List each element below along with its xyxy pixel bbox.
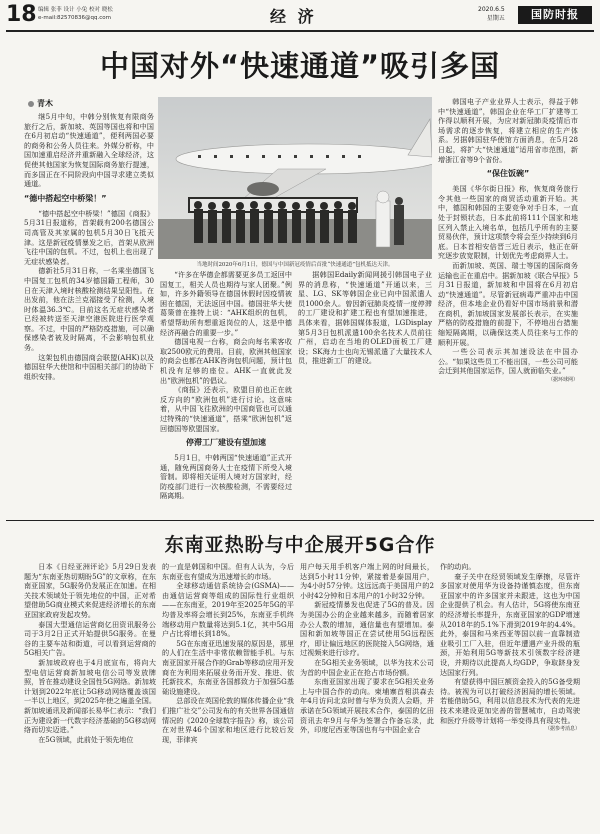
paragraph: 的一直是韩国和中国。但有人认为，今后东南亚也有望成为迅速增长的市场。	[162, 562, 294, 581]
page-number: 18	[6, 2, 37, 27]
paragraph: 据韩国Edaily新闻网援引韩国电子业界的消息称，“快速通道”开通以来，三星、LG、SK等韩国企业已向中国派遣人员1000余人。曾因新冠肺炎疫情一度停滞的工厂建设和扩建工程也有望加速推进，具体来看，据韩国媒体报道，LGDisplay第5月3日包机派遣100余名技术人员前往广州，启动在当地的OLED面板工厂建设；SK海力士也向无锡派遣了大量技术人员，推进新工厂的建设。	[298, 270, 432, 366]
paragraph: 在5G领域，此前处于领先地位	[38, 734, 134, 744]
article-source: （据参考消息）	[544, 726, 580, 733]
weekday-text: 星期五	[486, 15, 505, 22]
paragraph: 有望获得中国巨额资金投入的5G备受期待。被视为可以打破经济困局的增长领域。若能借助5G，利用以信息技术为代表的先进技术来建设更加完善的智慧城市，自动驾驶和医疗升级等计划将一举变得具有现实性。	[440, 677, 580, 725]
paragraph: 新冠疫情暴发也促进了5G的普及。因为美国办公的企业越来越多，而随着居家办公人数的增加，通信量也有望增加。泰国和新加坡等国正在尝试使用5G远程医疗，即让偏远地区的医院接入5G网络，通过视频来进行诊疗。	[300, 600, 434, 658]
article2-title: 东南亚热盼与中企展开5G合作	[164, 534, 436, 556]
paragraph: 5月1日，中韩两国“快速通道”正式开通，随免两国商务人士在疫情下所受入境管制。即将相关证明人境对方国家时，经防疫部门进行一次核酸检测，不需要经过隔离期。	[160, 453, 292, 501]
article1-column-1	[24, 112, 154, 512]
paragraph: 日本《日经亚洲评论》5月29日发表题为“东南亚热切期盼5G”的文章称，在东南亚国家，5G服务仍发展正在加速。在相关技术领域处于领先地位的中国，正对希望借助5G商业模式来促进经济增长的东南亚国家政府发起攻势。	[24, 562, 156, 619]
editors-line: 编辑 张菲 设计 小兔 校对 晓松	[38, 7, 113, 13]
paragraph: 新加坡政府也于4月底宣布，将向大型电信运营商新加坡电信公司等发放牌照，旨在推动建设全国性5G网络。新加坡计划到2022年底让5G移动网络覆盖该国一半以上地区，到2025年使之遍盖全国。新加坡通讯及新闻部长易华仁表示：“我们正为建设新一代数字经济基础的5G移动网络而切实迈进。”	[24, 657, 156, 735]
paragraph: 德国电视一台称，商会向每名乘客收取2500欧元的费用。目前，欧洲其他国家的商会也都在AHK咨询包机问题，预计包机没有足够的座位。AHK一直就此发出“欧洲包机”的倡议。	[160, 337, 292, 385]
airplane-crowd-photo	[158, 97, 432, 259]
paragraph: 《商报》还表示，欧盟目前也正在就反方向的“欧洲包机”进行讨论。这意味着，从中国飞往欧洲的中国商管也可以通过特殊的“快速通道”，搭乘“欧洲包机”返回德国等欧盟国家。	[160, 385, 292, 433]
paragraph: 美国《华尔街日报》称，恢复商务旅行令其他一些国家的商贸活动重新开始。其中，德国和韩国的主要竞争对手日本，一直处于封锁状态，日本此前将111个国家和地区列入禁止入境名单，包括几乎所有的主要贸易伙伴，预计这项禁令将会至少持续到6月底。日本首相安倍晋三近日表示，他正在研究逐步放宽限制，计划优先考虑商界人士。	[438, 184, 578, 261]
paragraph: 韩国电子产业业界人士表示，得益于韩中“快速通道”，韩国企业在华工厂扩建等工作得以顺利开展，为应对新冠肺炎疫情后市场需求的逐步恢复，将建立相应的生产体系。另据韩国驻华使馆方面消息，在5月28日起，将扩大“快速通道”适用省市范围，新增浙江省等9个省份。	[438, 97, 578, 164]
article1-author	[28, 98, 53, 109]
subheading: 停滞工厂建设有望加速	[186, 438, 266, 448]
paragraph: 在5G相关业务领域，以华为技术公司为首的中国企业正在抢占市场份额。	[300, 657, 434, 677]
header-divider	[6, 30, 594, 32]
news-photo	[158, 97, 432, 259]
article1-title: 中国对外“快速通道”吸引多国	[99, 49, 501, 83]
paragraph: 一些公司表示其加速设法在中国办公。“如果这些员工不能出国，一些公司可能会迁到其他国家运作，国人就面临失业。”	[438, 347, 578, 376]
paragraph: 用户每天用手机客户端上网的时间最长，达到5小时11分钟，紧接着是泰国用户，为4小时57分钟。这远远高于美国用户的2小时42分钟和日本用户的1小时32分钟。	[300, 562, 434, 600]
subheading: “德中搭起空中桥梁！”	[24, 193, 107, 203]
section-title: 经 济	[270, 7, 317, 26]
editors-info	[38, 6, 113, 22]
paragraph: 继5月中旬，中韩分别恢复有限商务旅行之后，新加坡、英国等国也将和中国在6月初启动“快速通道”，便利两国必要的商务和公务人员往来。外媒分析称，中国加速重启经济并重新融入全球经济，这促使其他国家为恢复国际商务旅行提速，而多国正在不同阶段向中国寻求建立类似通道。	[24, 112, 154, 189]
paragraph: 全球移动通信系统协会(GSMA)——由通信运营商等组成的国际性行业组织——在东南亚，2019年至2025年5G的平均普及率将会增长到25%，东南亚手机终端移动用户数量将达到5.1亿，其中5G用户占比将增长到18%。	[162, 581, 294, 639]
paragraph: 总部设在英国伦敦的媒体传播企业“我们推广社交”公司发布的有关世界各国通信情况的《2020全球数字报告》称，该公司在对世界46个国家和地区进行比较后发现，菲律宾	[162, 696, 294, 744]
newspaper-logo: 国防时报	[518, 6, 592, 24]
article1-column-2	[160, 270, 292, 515]
article-source: （据环球网）	[547, 377, 578, 384]
article2-column-1	[24, 562, 156, 830]
paragraph: 豪子关中在经贸领域发生摩擦，尽管许多国家对使用华为设备持谨慎态度，但东南亚国家中的许多国家并未跟进，这也为中国企业提供了机会。有人估计，5G将使东南亚的经济增长率提升，东南亚国家的GDP增速从2018年的5.1%下滑到2019年的4.4%。此外，泰国和马来西亚等国以前一直靠制造业吸引工厂入驻，但近年遭遇产业升级的瓶颈，开始利用5G等新技术引领数字经济建设，并期待以此提高人均GDP，争取跻身发达国家行列。	[440, 571, 580, 677]
paragraph: 德新社5月31日称，一名乘坐德国飞中国复工包机的34岁德国籍工程师，30日在天津入境时核酸检测结果呈阳性。在出发前，他在法兰克福接受了检测，入境时体温36.3℃。目前这名无症状感染者已经被转送至天津空港医院进行医学观察。不过，中国的严格防疫措施，可以确保感染者被及时隔离，不会影响包机业务。	[24, 266, 154, 353]
article2-column-2	[162, 562, 294, 830]
subheading: “保住饭碗”	[486, 169, 530, 179]
paragraph: 这架包机由德国商会联盟(AHK)以及德国驻华大使馆和中国相关部门的协助下组织安排。	[24, 352, 154, 381]
paragraph: 泰国大型通信运营商亿田资讯服务公司于3月2日正式开始提供5G服务。在曼谷的主要车站和街道，可以看到运营商的5G相关广告。	[24, 619, 156, 658]
author-name: 青木	[37, 99, 53, 108]
paragraph: “德中搭起空中桥梁！”德国《商报》5月31日报道称，首架载有200名德国公司高管及其家属的包机5月30日飞抵天津。这是新冠疫情暴发之后，首架从欧洲飞往中国的包机。不过，包机上也出现了无症状感染者。	[24, 208, 154, 266]
article1-column-4	[438, 97, 578, 517]
paragraph: 作的动向。	[440, 562, 476, 571]
editor-email: e-mail:82570836@qq.com	[38, 15, 111, 21]
issue-date	[478, 5, 505, 23]
date-text: 2020.6.5	[478, 6, 505, 13]
paragraph: 东南亚国家出现了要求在5G相关业务上与中国合作的动向。柬埔寨首相洪森去年4月访问北京时曾与华为负责人会晤，并承诺在5G领域开展技术合作，泰国的亿田资讯去年9月与华为签署合作备忘录，此外，印度尼西亚等国也有与中国企业合	[300, 677, 434, 735]
article-divider	[6, 520, 594, 521]
article2-column-3	[300, 562, 434, 830]
paragraph: 而新加坡、英国、瑞士等国的国际商务运输也正在重启中。据新加坡《联合早报》5月31日报道，新加坡和中国将在6月初启动“快速通道”。尽管新冠病毒严重冲击中国经济，但本地企业仍看好中国市场前景和潜在商机，新加坡国家发展部长表示，在实施严格的防疫措施的前提下，不停地出台措施缩短隔离期，以确保这类人员往来与工作的顺利开展。	[438, 260, 578, 347]
photo-caption: 当地时间2020年6月1日，德国与中国新冠疫情后首批“快速通道”包机抵达天津。	[196, 262, 394, 268]
paragraph: “许多在华德企都需要更多员工返回中国复工，相关人员也期待与家人团聚。”例如，许多外籍领导在德国休假时因疫情被困在德国，无法返回中国。德国驻华大使葛策曾在推特上说：“AHK组织的包机，希望帮助所有想重返岗位的人，这是中德经济再融合的重要一步。”	[160, 270, 292, 337]
author-bullet-icon	[28, 101, 34, 107]
page-header	[0, 0, 600, 32]
paragraph: 5G在东南亚迅速发展的原因是，那里的人们在生活中非常依赖智能手机。与东南亚国家开展合作的Grab等移动应用开发商在为利用来拓展业务而开发、推进、依托新技术，东南亚各国都致力于加强5G基础设施建设。	[162, 638, 294, 696]
article2-column-4	[440, 562, 580, 830]
article1-column-3	[298, 270, 432, 515]
